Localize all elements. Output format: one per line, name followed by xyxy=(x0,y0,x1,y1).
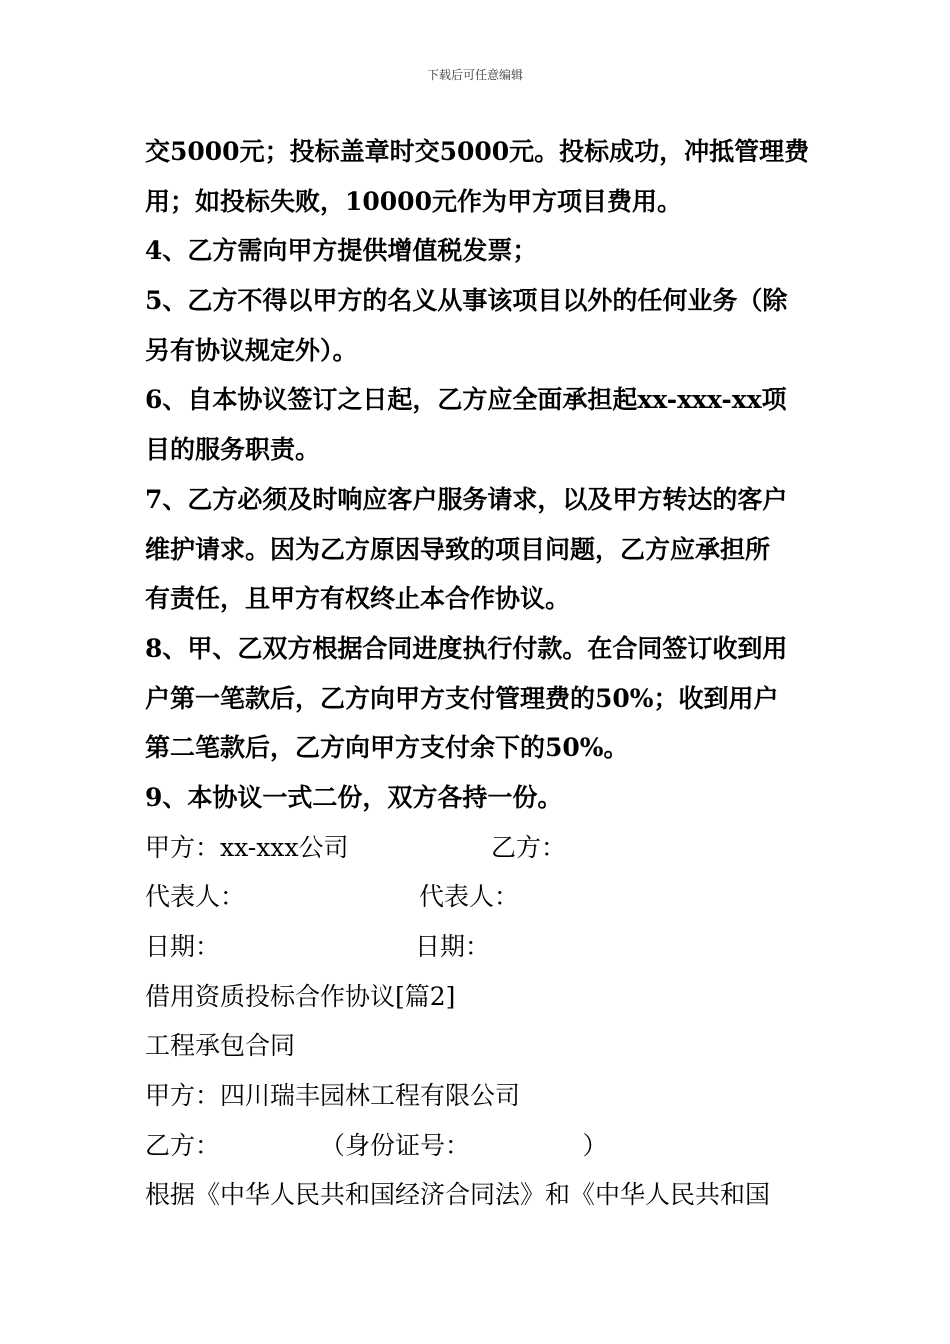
clause-4: 4、乙方需向甲方提供增值税发票； xyxy=(145,236,538,266)
clause-9: 9、本协议一式二份，双方各持一份。 xyxy=(145,782,563,812)
paragraph-line: 交5000元；投标盖章时交5000元。投标成功，冲抵管理费 xyxy=(145,137,810,166)
signature-party-row xyxy=(145,823,815,873)
representative-b-label: 代表人： xyxy=(419,882,520,912)
date-b-label: 日期： xyxy=(415,932,491,961)
party-a-label: 甲方：xx-xxx公司 xyxy=(145,832,349,862)
paragraph-line: 另有协议规定外）。 xyxy=(145,335,358,365)
paragraph-line: 维护请求。因为乙方原因导致的项目问题，乙方应承担所 xyxy=(145,534,771,564)
paragraph-line: 第二笔款后，乙方向甲方支付余下的50%。 xyxy=(145,733,629,763)
clause-5: 5、乙方不得以甲方的名义从事该项目以外的任何业务（除 xyxy=(145,286,788,316)
representative-a-label: 代表人： xyxy=(145,882,246,912)
clause-8: 8、甲、乙双方根据合同进度执行付款。在合同签订收到用 xyxy=(145,633,788,663)
contract-basis-line: 根据《中华人民共和国经济合同法》和《中华人民共和国 xyxy=(145,1180,771,1210)
signature-representative-row xyxy=(145,872,815,922)
page-header: 下载后可任意编辑 xyxy=(426,68,523,82)
clause-6: 6、自本协议签订之日起，乙方应全面承担起xx-xxx-xx项 xyxy=(145,385,787,415)
paragraph-line: 有责任，且甲方有权终止本合作协议。 xyxy=(145,584,571,614)
date-a-label: 日期： xyxy=(145,932,221,961)
paragraph-line: 户第一笔款后，乙方向甲方支付管理费的50%；收到用户 xyxy=(145,683,779,713)
signature-date-row xyxy=(145,922,815,972)
paragraph-line: 用；如投标失败，10000元作为甲方项目费用。 xyxy=(145,186,682,216)
section-title: 借用资质投标合作协议[篇2] xyxy=(145,981,456,1011)
paragraph-line: 目的服务职责。 xyxy=(145,435,321,465)
document-body xyxy=(145,127,815,1220)
clause-7: 7、乙方必须及时响应客户服务请求，以及甲方转达的客户 xyxy=(145,484,788,514)
contract-party-b: 乙方： （身份证号： ） xyxy=(145,1130,608,1160)
contract-party-a: 甲方：四川瑞丰园林工程有限公司 xyxy=(145,1081,521,1111)
party-b-label: 乙方： xyxy=(491,832,567,862)
contract-title: 工程承包合同 xyxy=(145,1031,296,1061)
